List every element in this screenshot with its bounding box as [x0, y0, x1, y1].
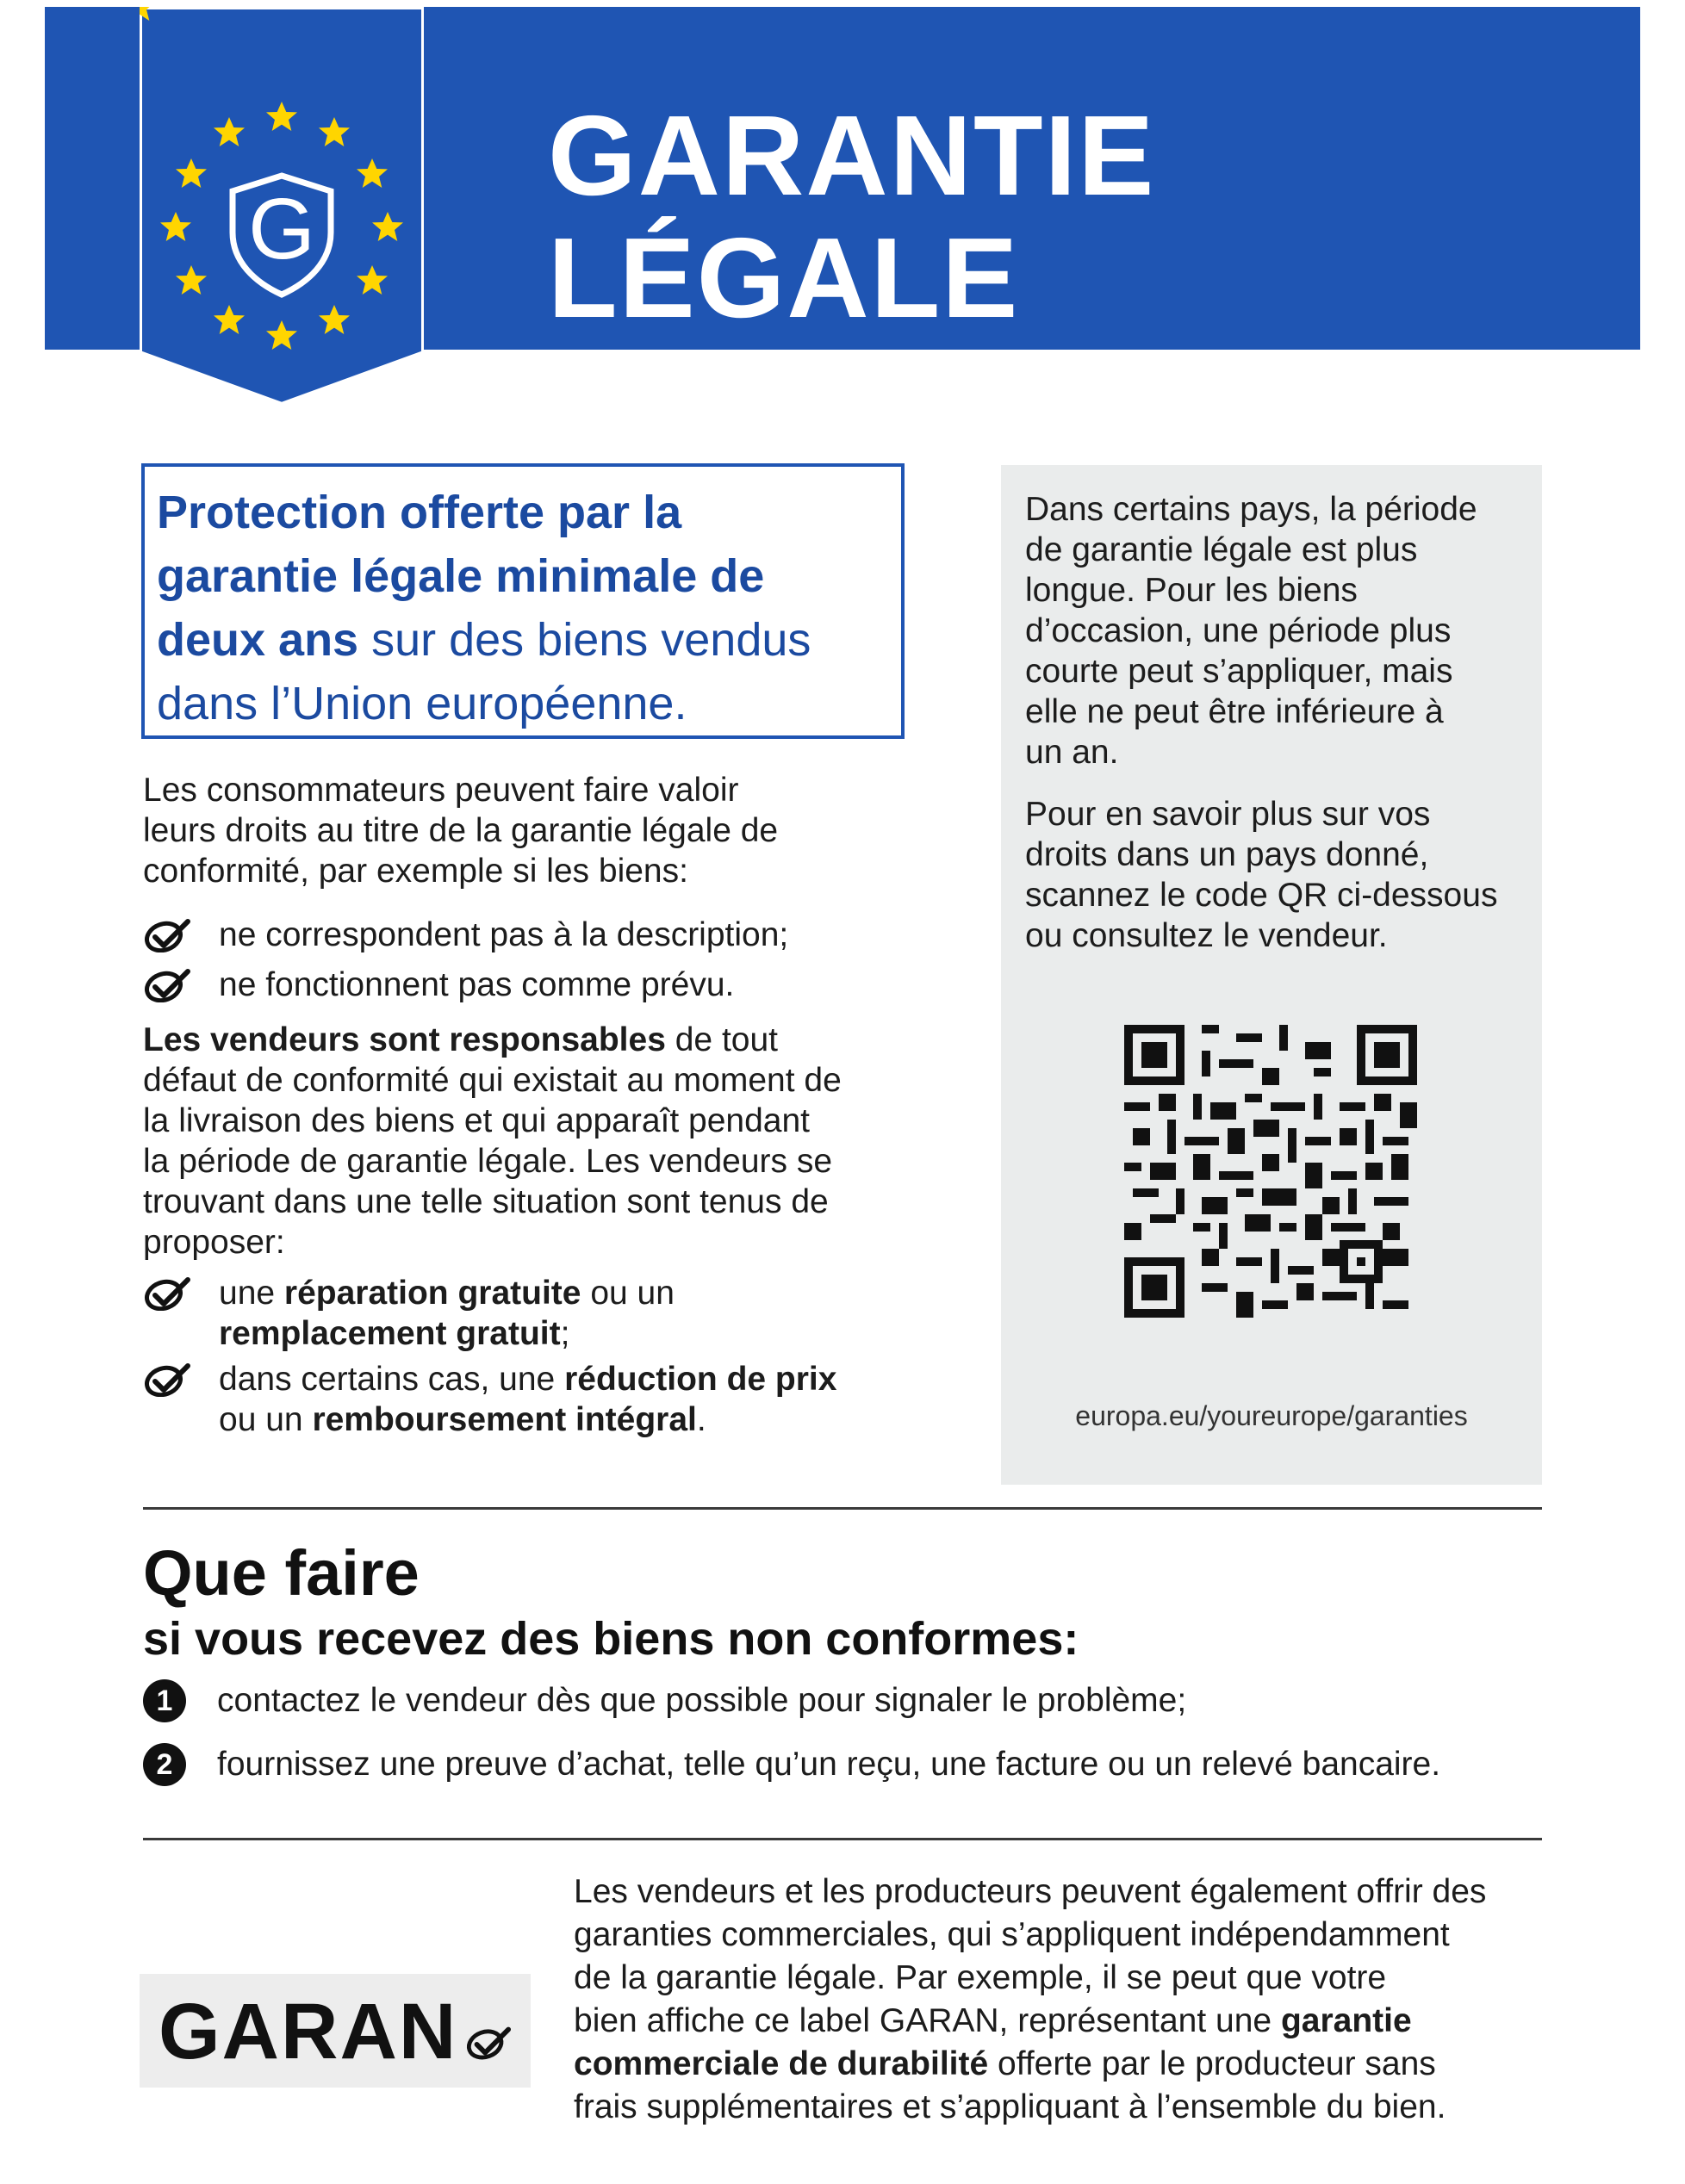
qr-url[interactable]: europa.eu/youreurope/garanties: [1075, 1400, 1468, 1431]
section-subtitle: si vous recevez des biens non conformes:: [143, 1613, 1079, 1665]
page-title: GARANTIE LÉGALE: [548, 92, 1156, 341]
check-icon: [143, 1276, 191, 1311]
check-icon: [143, 1362, 191, 1397]
step-number: 2: [143, 1743, 186, 1786]
sidebar-paragraph: Pour en savoir plus sur vos droits dans un pays donné, scannez le code QR ci-dessous ou consultez le vendeur.: [1025, 796, 1498, 954]
consumers-paragraph: Les consommateurs peuvent faire valoir leurs droits au titre de la garantie légale de conformité, par exemple si les biens:: [143, 772, 779, 890]
commercial-paragraph: Les vendeurs et les producteurs peuvent également offrir des garanties commerciales, qui s’appliquent indépendamment de la garantie légale. Par exemple, il se peut que votre bien affiche ce label GARAN, représentant une garantie commerciale de durabilité offerte par le producteur sans frais supplémentaires et s’appliquant à l’ensemble du bien.: [574, 1873, 1487, 2125]
check-icon: [143, 918, 191, 952]
divider: [143, 1838, 1542, 1840]
qr-code[interactable]: [1124, 1025, 1417, 1318]
eu-guarantee-logo: [140, 7, 424, 405]
garan-label-text: GARAN: [159, 1988, 458, 2075]
sidebar-paragraph: Dans certains pays, la période de garantie légale est plus longue. Pour les biens d’occasion, une période plus courte peut s’appliquer, mais elle ne peut être inférieure à un an.: [1025, 491, 1477, 771]
check-icon: [143, 968, 191, 1002]
section-title: Que faire: [143, 1537, 420, 1609]
step-number: 1: [143, 1679, 186, 1722]
sellers-paragraph: Les vendeurs sont responsables de tout défaut de conformité qui existait au moment de la livraison des biens et qui apparaît pendant la période de garantie légale. Les vendeurs se trouvant dans une telle situation sont tenus de proposer:: [143, 1021, 842, 1261]
protection-callout: Protection offerte par la garantie légale minimale de deux ans sur des biens vendus dans l’Union européenne.: [141, 463, 905, 739]
divider: [143, 1507, 1542, 1510]
check-icon: [465, 2024, 512, 2062]
logo-letter: G: [248, 181, 315, 277]
